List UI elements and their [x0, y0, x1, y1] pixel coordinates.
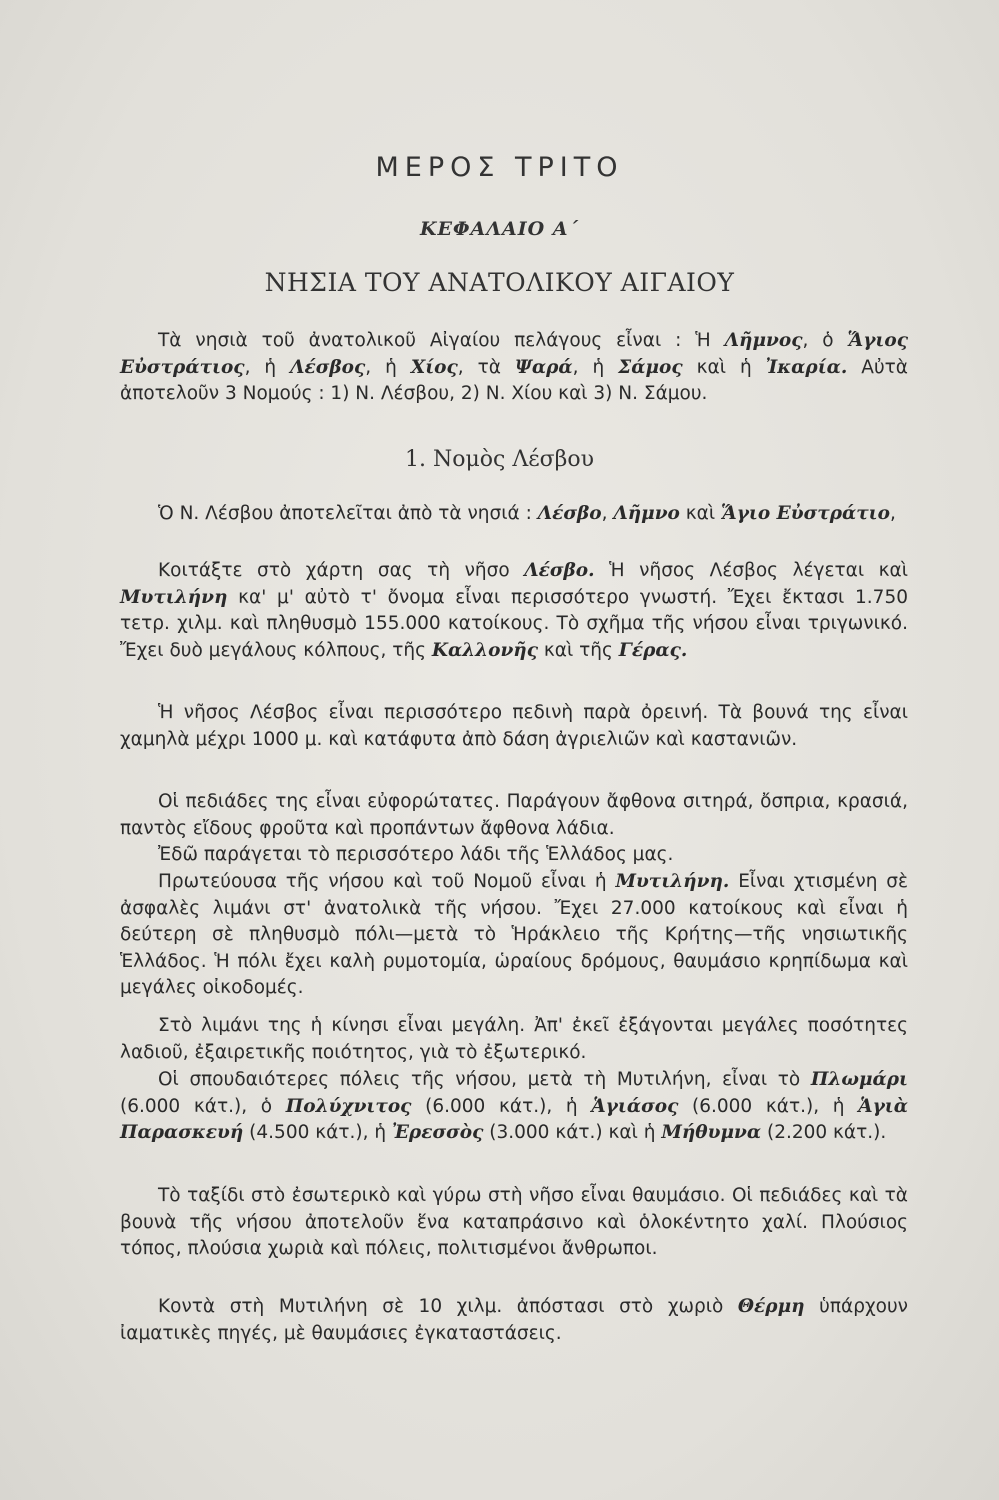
place-name: Μυτιλήνη [120, 586, 228, 608]
text-run: , ἡ [572, 356, 619, 378]
place-name: Λέσβο. [524, 560, 595, 581]
place-name: Πολύχνιτος [285, 1095, 412, 1117]
plains-paragraph: Οἱ πεδιάδες της εἶναι εὐφορώτατες. Παράγουν ἄφθονα σιτηρά, ὄσπρια, κρασιά, παντὸς εἴδους φροῦτα καὶ προπάντων ἄφθονα λάδια. [120, 791, 908, 839]
place-name: Πλωμάρι [810, 1069, 908, 1090]
text-run: , ἡ [244, 356, 291, 378]
place-name: Μήθυμνα [661, 1122, 762, 1143]
text-run: καὶ [679, 503, 722, 524]
port-paragraph: Στὸ λιμάνι της ἡ κίνησι εἶναι μεγάλη. Ἀπ' ἐκεῖ ἐξάγονται μεγάλες ποσότητες λαδιοῦ, ἐξαιρετικῆς ποιότητος, γιὰ τὸ ἐξωτερικό. [120, 1015, 908, 1063]
text-run: (3.000 κάτ.) καὶ ἡ [483, 1122, 662, 1143]
text-run: , ὁ [802, 330, 848, 351]
intro-paragraph [120, 328, 908, 408]
text-run: (4.500 κάτ.), ἡ [243, 1122, 392, 1143]
place-name: Ἐρεσσὸς [391, 1122, 484, 1143]
chapter-title: ΝΗΣΙΑ ΤΟΥ ΑΝΑΤΟΛΙΚΟΥ ΑΙΓΑΙΟΥ [264, 268, 735, 297]
text-run: (6.000 κάτ.), ἡ [678, 1095, 859, 1117]
towns-paragraph [120, 1067, 908, 1147]
text-run: κα' μ' αὐτὸ τ' ὄνομα εἶναι περισσότερο γνωστή. Ἔχει ἔκτασι 1.750 τετρ. χιλμ. καὶ πληθυσμὸ 155.000 κατοίκους. Τὸ σχῆμα τῆς νήσου εἶναι τριγωνικό. Ἔχει δυὸ μεγάλους κόλπους, τῆς [120, 586, 908, 661]
place-name: Θέρμη [737, 1296, 805, 1317]
text-run: , ἡ [365, 356, 411, 378]
composition-paragraph [120, 501, 908, 528]
chapter-label: ΚΕΦΑΛΑΙΟ Α΄ [419, 218, 580, 240]
place-name: Λέσβο [537, 503, 602, 524]
section-title: 1. Νομὸς Λέσβου [405, 447, 594, 472]
text-run: καὶ ἡ [682, 356, 766, 378]
text-run: (2.200 κάτ.). [761, 1122, 887, 1143]
thermi-paragraph [120, 1294, 908, 1347]
place-name: Καλλονῆς [431, 639, 539, 661]
place-name: Μυτιλήνη. [615, 871, 730, 892]
place-name: Ἁγιάσος [591, 1095, 679, 1117]
text-run: Αὐτὰ ἀποτελοῦν 3 Νομούς : 1) Ν. Λέσβου, 2) Ν. Χίου καὶ 3) Ν. Σάμου. [120, 356, 908, 404]
place-name: Λῆμνος [724, 330, 803, 351]
text-run: , τὰ [457, 356, 515, 378]
text-run: Εἶναι χτισμένη σὲ ἀσφαλὲς λιμάνι στ' ἀνατολικὰ τῆς νήσου. Ἔχει 27.000 κατοίκους καὶ εἶναι ἡ δεύτερη σὲ πληθυσμὸ πόλι—μετὰ τὸ Ἡράκλειο τῆς Κρήτης—τῆς νησιωτικῆς Ἑλλάδος. Ἡ πόλι ἔχει καλὴ ρυμοτομία, ὡραίους δρόμους, θαυμάσιο κρηπίδωμα καὶ μεγάλες οἰκοδομές. [120, 871, 909, 998]
place-name: Χίος [410, 356, 458, 378]
travel-paragraph: Τὸ ταξίδι στὸ ἐσωτερικὸ καὶ γύρω στὴ νῆσο εἶναι θαυμάσιο. Οἱ πεδιάδες καὶ τὰ βουνὰ τῆς νήσου ἀποτελοῦν ἕνα καταπράσινο καὶ ὁλοκέντητο χαλί. Πλούσιος τόπος, πλούσια χωριὰ καὶ πόλεις, πολιτισμένοι ἄνθρωποι. [120, 1185, 908, 1259]
place-name: Λέσβος [290, 356, 366, 378]
text-run: (6.000 κάτ.), ἡ [411, 1095, 592, 1117]
place-name: Γέρας. [618, 639, 688, 661]
place-name: Λῆμνο [613, 503, 680, 524]
place-name: Σάμος [618, 356, 683, 378]
oil-paragraph: Ἐδῶ παράγεται τὸ περισσότερο λάδι τῆς Ἑλλάδος μας. [158, 844, 674, 865]
text-run: (6.000 κάτ.), ὁ [120, 1095, 286, 1117]
text-run: καὶ τῆς [538, 639, 619, 661]
text-run: ὑπάρχουν ἰαματικὲς πηγές, μὲ θαυμάσιες ἐγκαταστάσεις. [120, 1296, 908, 1344]
place-name: Ἅγιο Εὐστράτιο [721, 503, 890, 524]
part-title: ΜΕΡΟΣ ΤΡΙΤΟ [375, 152, 624, 183]
map-paragraph [120, 558, 908, 664]
text-run: Κοιτάξτε στὸ χάρτη σας τὴ νῆσο [158, 560, 525, 581]
text-run: , [889, 503, 896, 524]
text-run: Τὰ νησιὰ τοῦ ἀνατολικοῦ Αἰγαίου πελάγους εἶναι : Ἡ [158, 330, 725, 351]
text-run: Ὁ Ν. Λέσβου ἀποτελεῖται ἀπὸ τὰ νησιά : [158, 503, 538, 524]
place-name: Ἁγιὰ Παρασκευή [120, 1095, 908, 1143]
capital-paragraph [120, 869, 908, 1002]
place-name: Ἅγιος Εὐστράτιος [120, 330, 908, 378]
text-run: Οἱ σπουδαιότερες πόλεις τῆς νήσου, μετὰ τὴ Μυτιλήνη, εἶναι τὸ [158, 1069, 811, 1090]
text-run: Κοντὰ στὴ Μυτιλήνη σὲ 10 χιλμ. ἀπόστασι στὸ χωριὸ [158, 1296, 738, 1317]
terrain-paragraph: Ἡ νῆσος Λέσβος εἶναι περισσότερο πεδινὴ παρὰ ὀρεινή. Τὰ βουνά της εἶναι χαμηλὰ μέχρι 1000 μ. καὶ κατάφυτα ἀπὸ δάση ἀγριελιῶν καὶ καστανιῶν. [120, 702, 908, 750]
text-run: Πρωτεύουσα τῆς νήσου καὶ τοῦ Νομοῦ εἶναι ἡ [158, 871, 616, 892]
place-name: Ἰκαρία. [765, 356, 848, 378]
text-run: , [601, 503, 614, 524]
place-name: Ψαρά [514, 356, 573, 378]
text-run: Ἡ νῆσος Λέσβος λέγεται καὶ [594, 560, 908, 581]
